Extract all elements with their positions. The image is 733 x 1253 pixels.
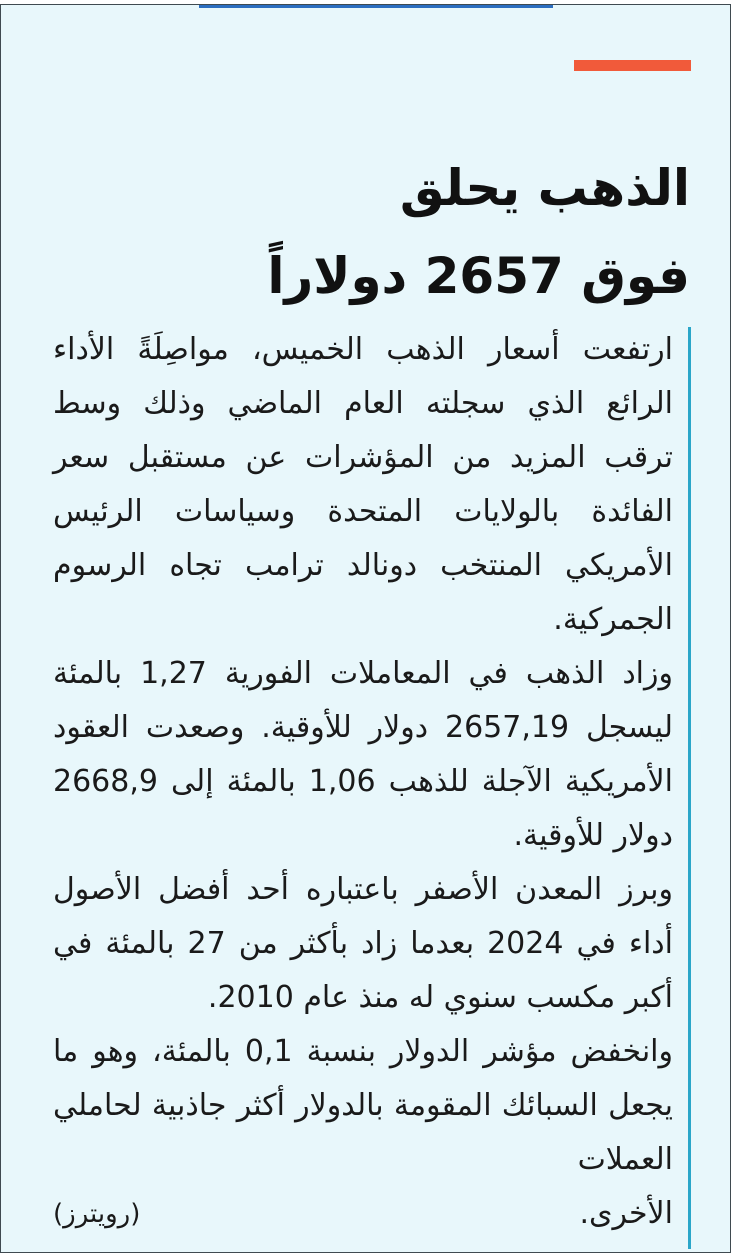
last-word: الأخرى.: [579, 1196, 673, 1231]
closing-line: [53, 1187, 673, 1241]
paragraph: وبرز المعدن الأصفر باعتباره أحد أفضل الأصول أداء في 2024 بعدما زاد بأكثر من 27 بالمئة في أكبر مكسب سنوي له منذ عام 2010.: [53, 872, 673, 1015]
article-vertical-rule: [688, 327, 691, 1249]
source-credit: (رويترز): [53, 1199, 141, 1229]
top-accent-bar: [199, 5, 553, 8]
article-body: [53, 323, 673, 1241]
news-card: [0, 4, 731, 1253]
paragraph: ارتفعت أسعار الذهب الخميس، مواصِلَةً الأداء الرائع الذي سجلته العام الماضي وذلك وسط ترقب المزيد من المؤشرات عن مستقبل سعر الفائدة بالولايات المتحدة وسياسات الرئيس الأمريكي المنتخب دونالد ترامب تجاه الرسوم الجمركية.: [53, 332, 673, 637]
headline: [90, 144, 690, 320]
headline-accent-bar: [574, 60, 691, 71]
paragraph: وزاد الذهب في المعاملات الفورية 1,27 بالمئة ليسجل 2657,19 دولار للأوقية. وصعدت العقود الأمريكية الآجلة للذهب 1,06 بالمئة إلى 2668,9 دولار للأوقية.: [53, 656, 673, 853]
paragraph: وانخفض مؤشر الدولار بنسبة 0,1 بالمئة، وهو ما يجعل السبائك المقومة بالدولار أكثر جاذبية لحاملي العملات: [53, 1034, 673, 1177]
headline-line-2: فوق 2657 دولاراً: [267, 246, 690, 305]
headline-line-1: الذهب يحلق: [399, 158, 690, 217]
